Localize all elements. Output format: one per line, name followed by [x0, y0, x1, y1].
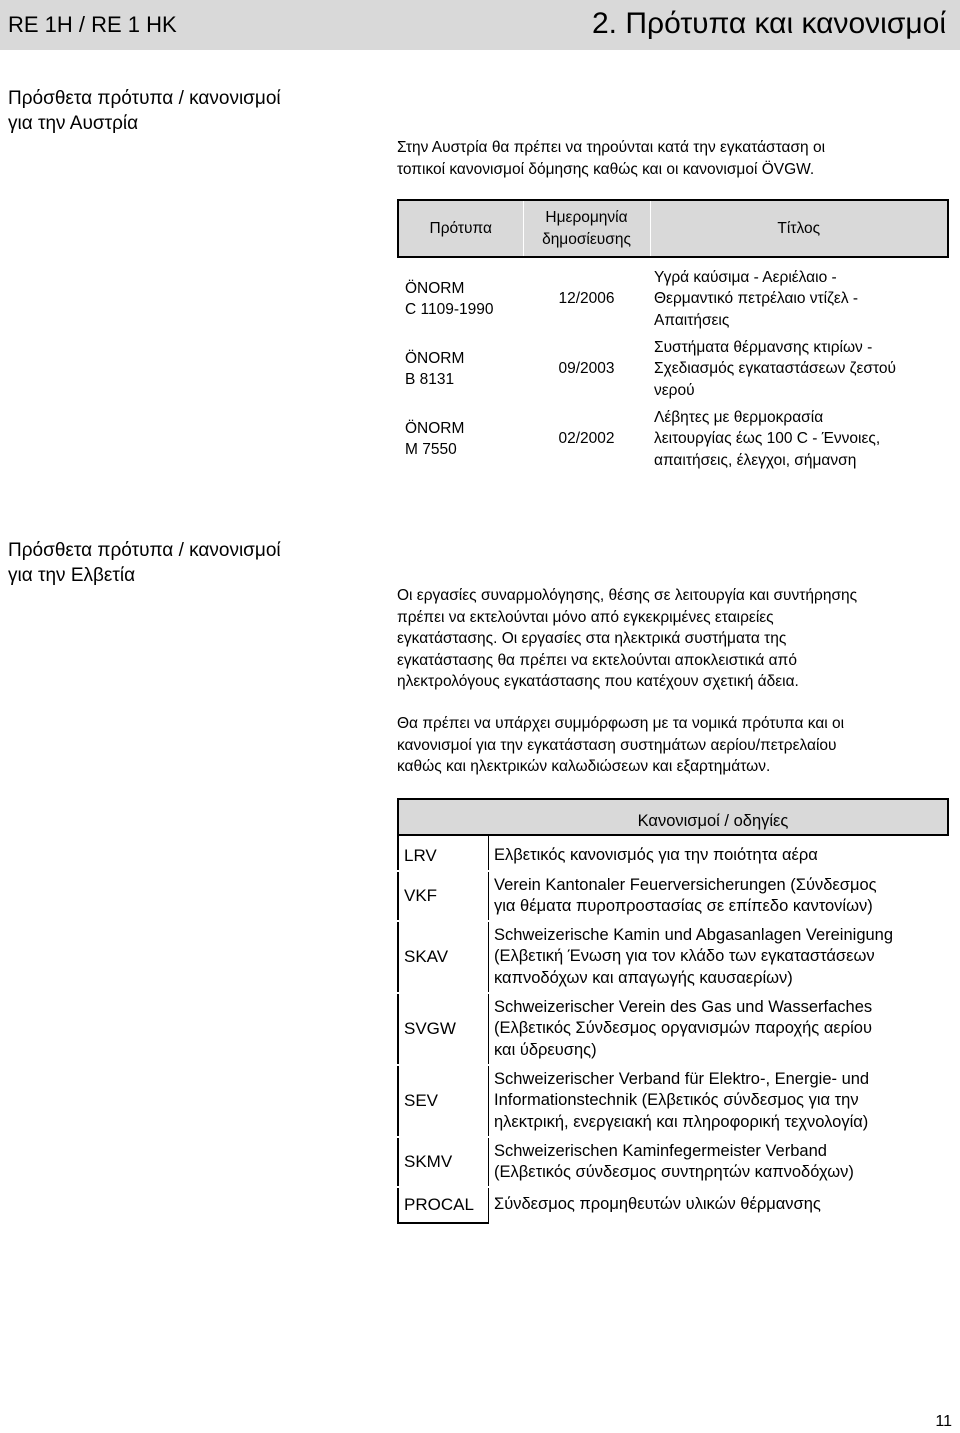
table-row	[398, 404, 948, 474]
table-row	[398, 334, 948, 404]
title-cell: Λέβητες με θερμοκρασία λειτουργίας έως 100 C - Έννοιες, απαιτήσεις, έλεγχοι, σήμανση	[654, 408, 881, 469]
standard-cell: ÖNORM M 7550	[405, 419, 465, 458]
switzerland-regulations-table	[397, 798, 949, 1224]
date-cell: 09/2003	[558, 360, 615, 378]
date-cell: 12/2006	[558, 290, 615, 308]
regulations-heading: Κανονισμοί / οδηγίες	[398, 799, 948, 835]
austria-intro: Στην Αυστρία θα πρέπει να τηρούνται κατά την εγκατάσταση οι τοπικοί κανονισμοί δόμησης καθώς και οι κανονισμοί ÖVGW.	[397, 139, 826, 178]
regulation-description: Schweizerischen Kaminfegermeister Verband (Ελβετικός σύνδεσμος συντηρητών καπνοδόχων)	[489, 1137, 949, 1187]
standard-cell: ÖNORM C 1109-1990	[405, 279, 494, 318]
regulation-code: VKF	[398, 871, 489, 921]
regulation-code: LRV	[398, 835, 489, 871]
regulation-description: Schweizerische Kamin und Abgasanlagen Vereinigung (Ελβετική Ένωση για τον κλάδο των εγκαταστάσεων καπνοδόχων και απαγωγής καυσαερίων)	[489, 921, 949, 993]
col-title-header: Τίτλος	[650, 200, 948, 257]
table-row	[398, 257, 948, 334]
regulation-code: SVGW	[398, 993, 489, 1065]
regulation-code: SKMV	[398, 1137, 489, 1187]
austria-section-title: Πρόσθετα πρότυπα / κανονισμοί για την Αυστρία	[8, 88, 281, 134]
page-header	[0, 0, 960, 50]
standard-cell: ÖNORM B 8131	[405, 349, 465, 388]
regulation-description: Σύνδεσμος προμηθευτών υλικών θέρμανσης	[489, 1187, 949, 1223]
regulation-description: Schweizerischer Verein des Gas und Wasserfaches (Ελβετικός Σύνδεσμος οργανισμών παροχής αερίου και ύδρευσης)	[489, 993, 949, 1065]
austria-standards-table	[397, 199, 949, 474]
table-row	[398, 1137, 948, 1187]
table-row	[398, 835, 948, 871]
table-row	[398, 1187, 948, 1223]
regulation-code: SKAV	[398, 921, 489, 993]
regulation-code: PROCAL	[398, 1187, 489, 1223]
table-row	[398, 871, 948, 921]
title-cell: Υγρά καύσιμα - Αεριέλαιο - Θερμαντικό πετρέλαιο ντίζελ - Απαιτήσεις	[654, 268, 859, 329]
table-row	[398, 921, 948, 993]
switzerland-paragraph-2: Θα πρέπει να υπάρχει συμμόρφωση με τα νομικά πρότυπα και οι κανονισμοί για την εγκατάσταση συστημάτων αερίου/πετρελαίου καθώς και ηλεκτρικών καλωδιώσεων και εξαρτημάτων.	[397, 715, 845, 775]
table-header-row	[398, 799, 948, 835]
table-header-row	[398, 200, 948, 257]
col-date-header: Ημερομηνία δημοσίευσης	[523, 200, 650, 257]
chapter-title: 2. Πρότυπα και κανονισμοί	[591, 7, 946, 40]
table-row	[398, 1065, 948, 1137]
regulation-code: SEV	[398, 1065, 489, 1137]
switzerland-paragraph-1: Οι εργασίες συναρμολόγησης, θέσης σε λειτουργία και συντήρησης πρέπει να εκτελούνται μόνο από εγκεκριμένες εταιρείες εγκατάστασης. Οι εργασίες στα ηλεκτρικά συστήματα της εγκατάστασης θα πρέπει να εκτελούνται αποκλειστικά από ηλεκτρολόγους εγκατάστασης που κατέχουν σχετική άδεια.	[397, 587, 858, 690]
regulation-description: Verein Kantonaler Feuerversicherungen (Σύνδεσμος για θέματα πυροπροστασίας σε επίπεδο καντονίων)	[489, 871, 949, 921]
date-cell: 02/2002	[558, 430, 615, 448]
model-label: RE 1H / RE 1 HK	[8, 12, 177, 37]
regulation-description: Schweizerischer Verband für Elektro-, Energie- und Informationstechnik (Ελβετικός σύνδεσμος για την ηλεκτρική, ενεργειακή και πληροφορική τεχνολογία)	[489, 1065, 949, 1137]
title-cell: Συστήματα θέρμανσης κτιρίων - Σχεδιασμός εγκαταστάσεων ζεστού νερού	[654, 338, 896, 399]
col-standard-header: Πρότυπα	[398, 200, 523, 257]
table-row	[398, 993, 948, 1065]
switzerland-section-title: Πρόσθετα πρότυπα / κανονισμοί για την Ελβετία	[8, 540, 281, 586]
regulation-description: Ελβετικός κανονισμός για την ποιότητα αέρα	[489, 835, 949, 871]
page-number: 11	[935, 1413, 952, 1430]
